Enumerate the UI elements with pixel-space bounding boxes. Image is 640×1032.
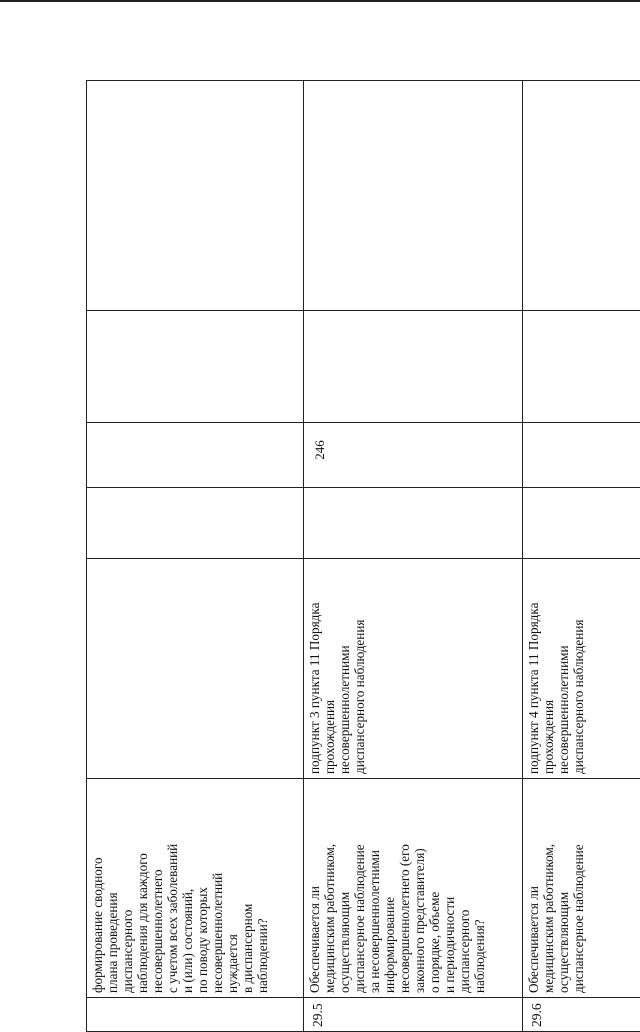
page-number: 246 (312, 438, 328, 462)
question-line: несовершеннолетнего (его (397, 783, 412, 993)
question-line: несовершеннолетнего (150, 783, 165, 993)
question-line: Обеспечивается ли (526, 783, 541, 993)
question-line: по поводу которых (195, 783, 210, 993)
question-line: осуществляющим (337, 783, 352, 993)
question-line: о порядке, объеме (427, 783, 442, 993)
question-line: и (или) состояний, (180, 783, 195, 993)
notes-cell (304, 81, 523, 311)
notes-cell (523, 81, 640, 311)
question-line: диспансерное наблюдение (352, 783, 367, 993)
question-line: диспансерное наблюдение (571, 783, 586, 993)
question-line: за несовершеннолетними (367, 783, 382, 993)
question-line: формирование сводного (90, 783, 105, 993)
question-line: диспансерного (457, 783, 472, 993)
question-line: с учетом всех заболеваний (165, 783, 180, 993)
question-line: информирование (382, 783, 397, 993)
question-line: наблюдении? (255, 783, 270, 993)
reference-line: несовершеннолетними (556, 563, 571, 774)
question-line: несовершеннолетний (210, 783, 225, 993)
table-row (304, 81, 523, 1032)
question-line: законного представителя) (412, 783, 427, 993)
answer-no-cell (87, 423, 304, 488)
question-line: в диспансерном (240, 783, 255, 993)
table-row (523, 81, 640, 1032)
question-line: и периодичности (442, 783, 457, 993)
question-line: Обеспечивается ли (307, 783, 322, 993)
answer-no-cell (523, 423, 640, 488)
answer-no-cell (304, 423, 523, 488)
reference-cell (523, 559, 640, 779)
question-line: медицинским работником, (541, 783, 556, 993)
answer-yes-cell (523, 488, 640, 559)
question-line: плана проведения (105, 783, 120, 993)
checklist-table (86, 80, 640, 1032)
question-line: наблюдения? (472, 783, 487, 993)
question-line: нуждается (225, 783, 240, 993)
reference-line: прохождения (541, 563, 556, 774)
row-number-cell: 29.6 (523, 998, 640, 1032)
question-cell (304, 779, 523, 998)
question-cell (523, 779, 640, 998)
row-number-cell (87, 998, 304, 1032)
question-line: диспансерного (120, 783, 135, 993)
table-row (87, 81, 304, 1032)
scan-top-edge (0, 0, 640, 2)
notes-cell (87, 81, 304, 311)
question-line: осуществляющим (556, 783, 571, 993)
reference-line: несовершеннолетними (337, 563, 352, 774)
question-line: наблюдения для каждого (135, 783, 150, 993)
reference-line: прохождения (322, 563, 337, 774)
reference-line: подпункт 3 пункта 11 Порядка (307, 563, 322, 774)
reference-cell (87, 559, 304, 779)
answer-yes-cell (87, 488, 304, 559)
reference-line: подпункт 4 пункта 11 Порядка (526, 563, 541, 774)
row-number-cell: 29.5 (304, 998, 523, 1032)
reference-line: диспансерного наблюдения (352, 563, 367, 774)
question-line: медицинским работником, (322, 783, 337, 993)
reference-cell (304, 559, 523, 779)
answer-na-cell (304, 311, 523, 423)
answer-yes-cell (304, 488, 523, 559)
reference-line: диспансерного наблюдения (571, 563, 586, 774)
question-cell (87, 779, 304, 998)
answer-na-cell (87, 311, 304, 423)
answer-na-cell (523, 311, 640, 423)
